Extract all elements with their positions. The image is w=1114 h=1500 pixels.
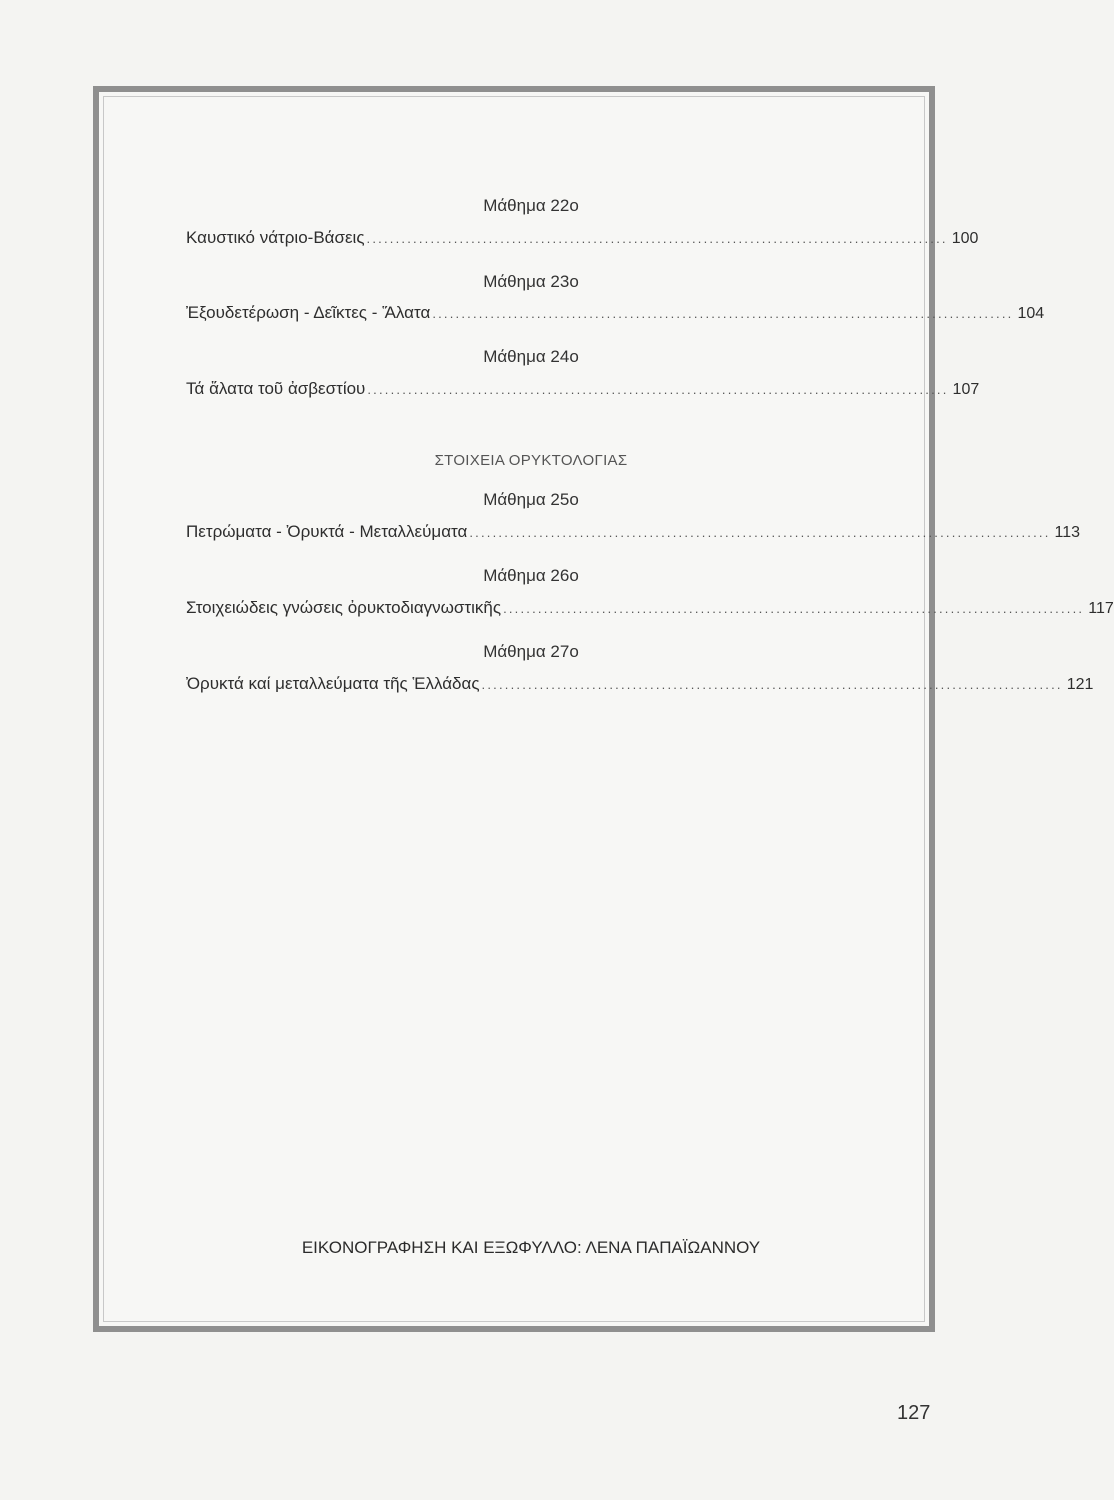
toc-entry-page: 113 <box>1054 524 1081 541</box>
toc-entry-title: Στοιχειώδεις γνώσεις ὀρυκτοδιαγνωστικῆς <box>186 598 502 617</box>
lesson-27-heading: Μάθημα 27ο <box>483 642 579 661</box>
dot-leader: .................................................................................................... <box>481 677 1063 692</box>
lesson-22-heading: Μάθημα 22ο <box>483 196 579 215</box>
section-heading-mineralogy: ΣΤΟΙΧΕΙΑ ΟΡΥΚΤΟΛΟΓΙΑΣ <box>434 452 628 469</box>
toc-entry-page: 100 <box>951 230 979 247</box>
toc-entry-lesson-22 <box>186 228 979 248</box>
lesson-24-heading: Μάθημα 24ο <box>483 347 579 366</box>
dot-leader: .................................................................................................... <box>366 231 948 246</box>
dot-leader: .................................................................................................... <box>432 306 1014 321</box>
lesson-23-heading: Μάθημα 23ο <box>483 272 579 291</box>
toc-entry-lesson-26 <box>186 598 1114 618</box>
toc-entry-page: 121 <box>1066 676 1094 693</box>
page-number: 127 <box>897 1402 931 1424</box>
lesson-26-heading: Μάθημα 26ο <box>483 566 579 585</box>
dot-leader: .................................................................................................... <box>367 382 949 397</box>
dot-leader: .................................................................................................... <box>503 601 1085 616</box>
toc-entry-lesson-27 <box>186 674 1094 694</box>
lesson-25-heading: Μάθημα 25ο <box>483 490 579 509</box>
illustration-credits: ΕΙΚΟΝΟΓΡΑΦΗΣΗ ΚΑΙ ΕΞΩΦΥΛΛΟ: ΛΕΝΑ ΠΑΠΑΪΩΑΝΝΟΥ <box>301 1238 761 1257</box>
toc-entry-lesson-24 <box>186 379 980 399</box>
toc-entry-page: 104 <box>1017 305 1045 322</box>
dot-leader: .................................................................................................... <box>469 525 1051 540</box>
toc-entry-title: Ὀρυκτά καί μεταλλεύματα τῆς Ἑλλάδας <box>186 674 480 693</box>
toc-entry-title: Πετρώματα - Ὀρυκτά - Μεταλλεύματα <box>186 522 468 541</box>
toc-entry-page: 107 <box>952 381 980 398</box>
toc-entry-title: Ἐξουδετέρωση - Δεῖκτες - Ἅλατα <box>186 303 431 322</box>
toc-entry-lesson-25 <box>186 522 1081 542</box>
toc-entry-lesson-23 <box>186 303 1045 323</box>
toc-entry-title: Τά ἅλατα τοῦ ἀσβεστίου <box>186 379 366 398</box>
toc-entry-page: 117 <box>1088 600 1114 617</box>
toc-entry-title: Καυστικό νάτριο-Βάσεις <box>186 228 365 247</box>
